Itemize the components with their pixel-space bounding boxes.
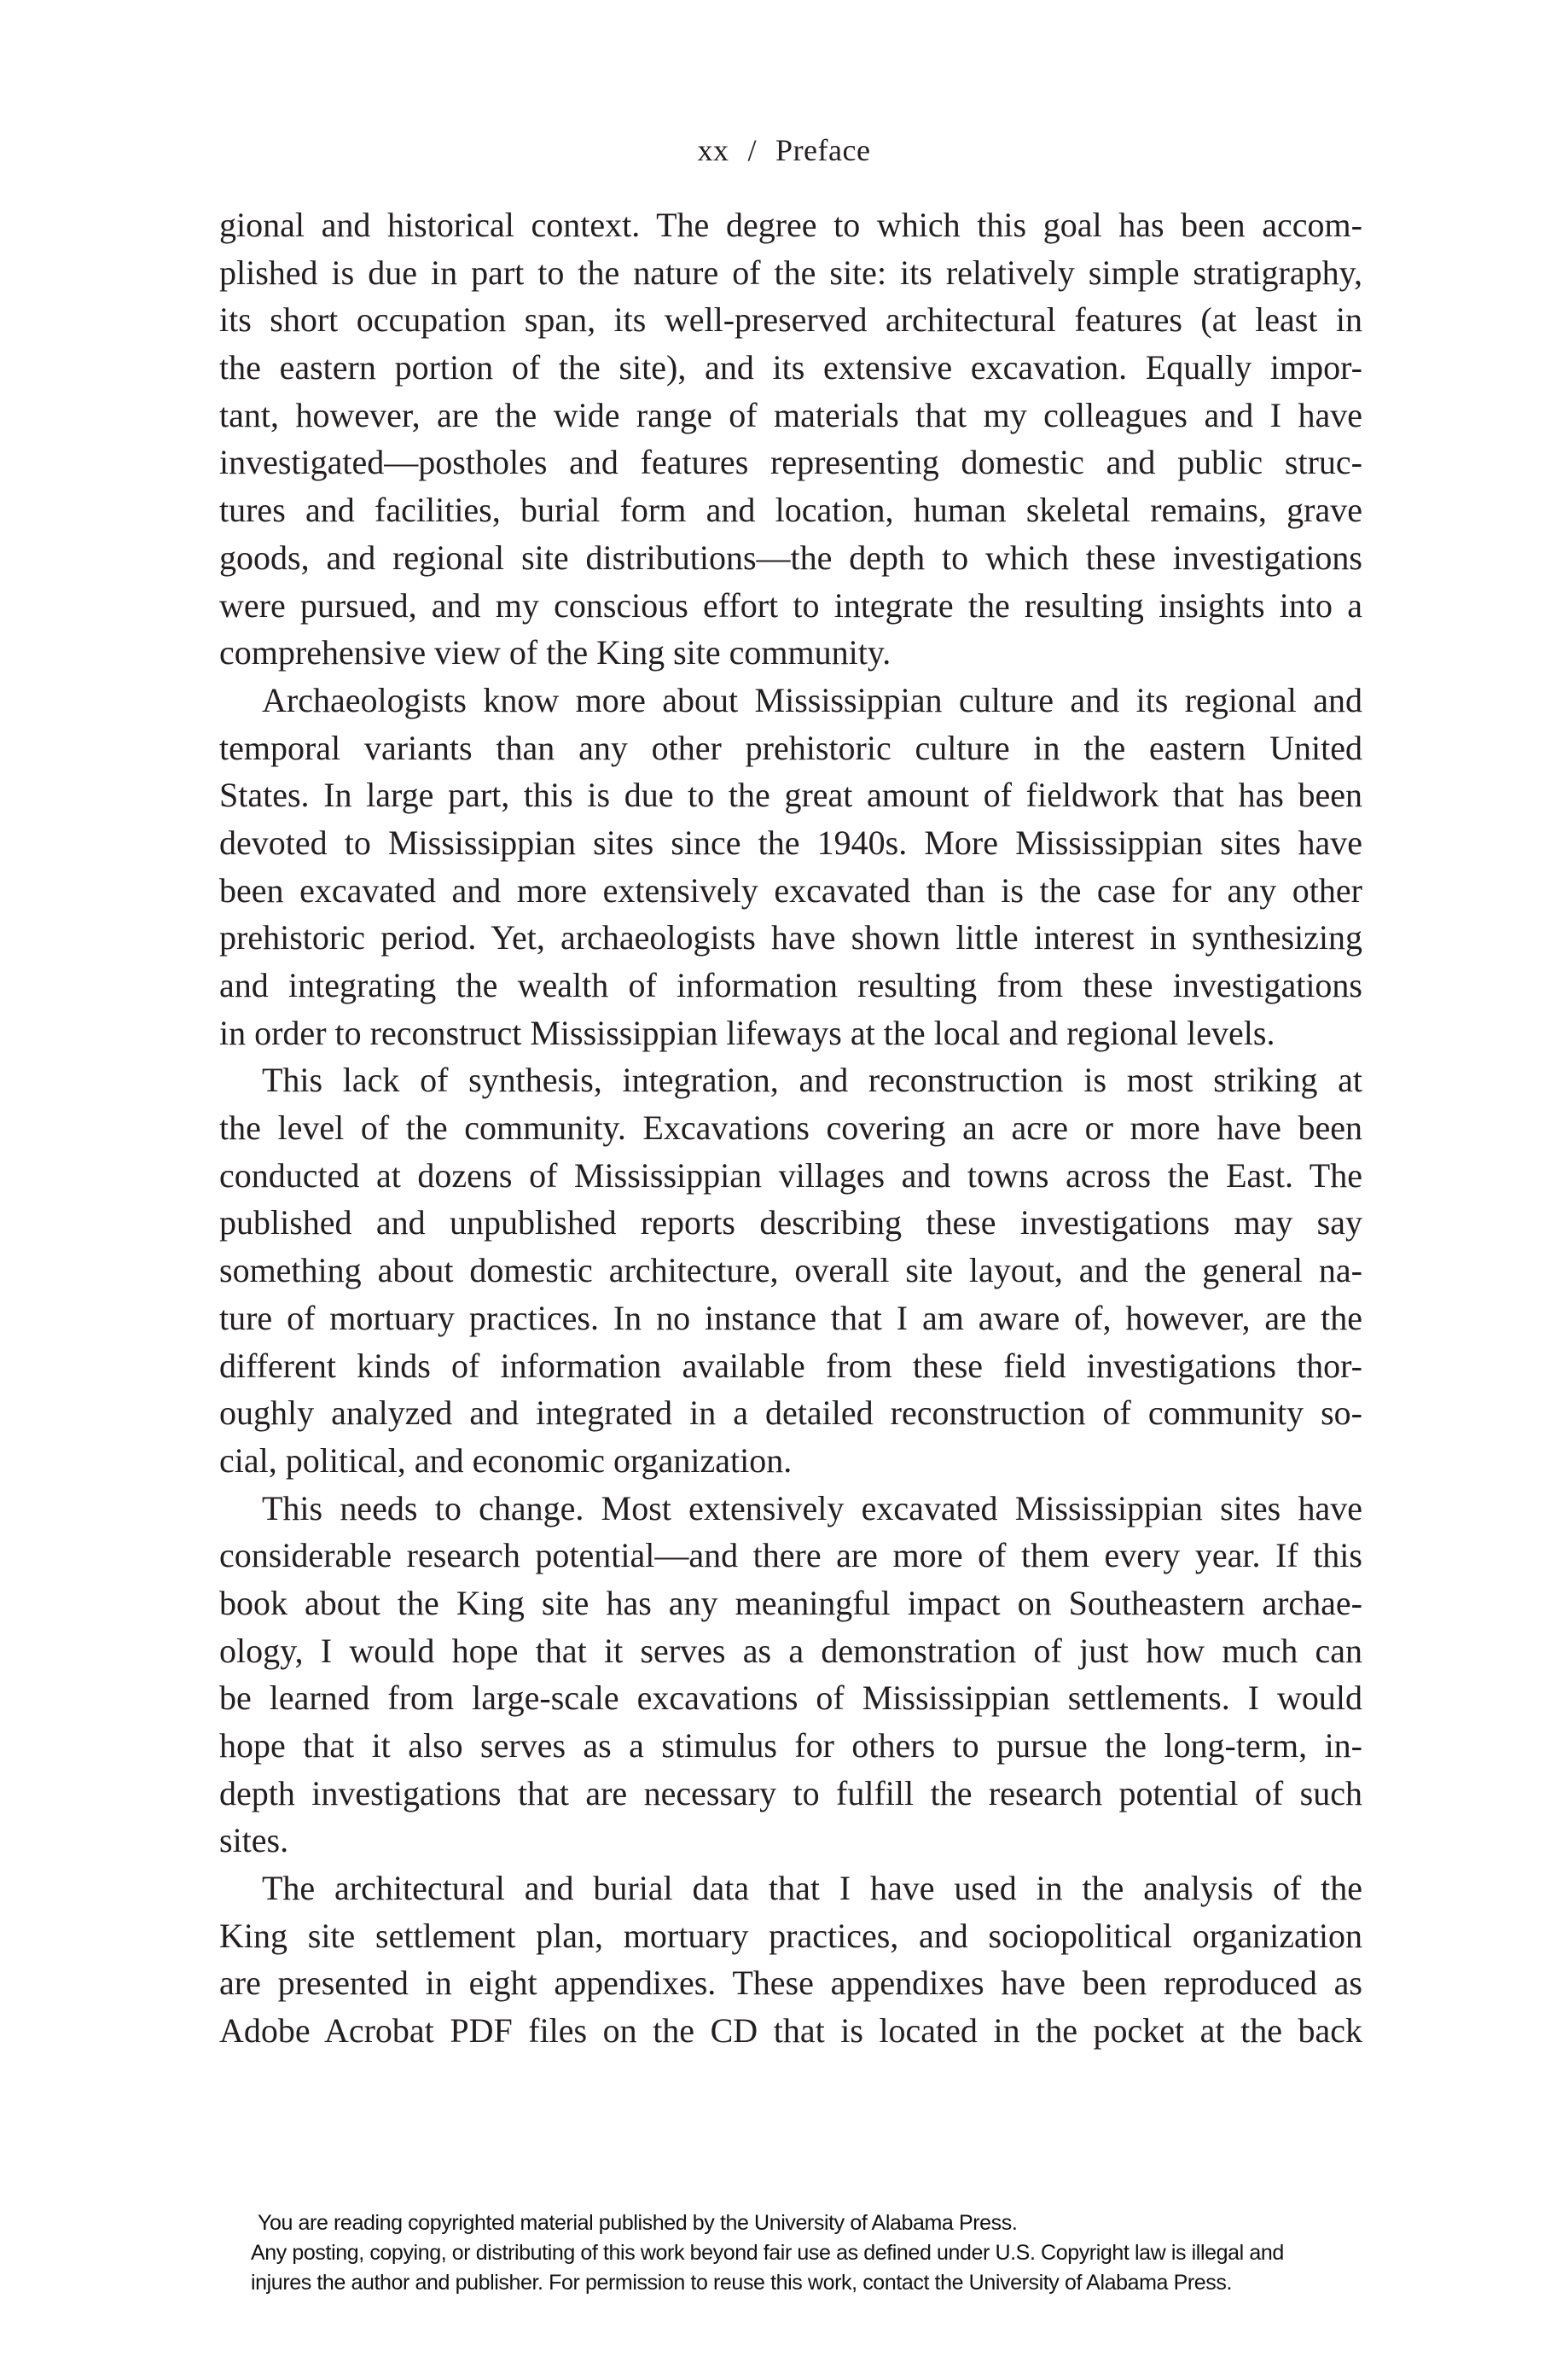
- text-line: goods, and regional site distributions—the depth to which these investigations: [219, 538, 1362, 577]
- text-line: published and unpublished reports describing these investigations may say: [219, 1203, 1362, 1242]
- paragraph: [219, 1485, 1362, 1865]
- text-line: investigated—postholes and features representing domestic and public struc-: [219, 443, 1362, 482]
- paragraph: [219, 1865, 1362, 2055]
- text-line: gional and historical context. The degree to which this goal has been accom-: [219, 206, 1362, 244]
- text-line: book about the King site has any meaningful impact on Southeastern archae-: [219, 1583, 1362, 1622]
- text-line: sites.: [219, 1821, 289, 1860]
- text-line: The architectural and burial data that I have used in the analysis of the: [262, 1869, 1362, 1908]
- text-line: comprehensive view of the King site community.: [219, 633, 891, 672]
- text-line: cial, political, and economic organization.: [219, 1440, 793, 1480]
- copyright-notice-line: Any posting, copying, or distributing of this work beyond fair use as defined under U.S. Copyright law is illegal and: [251, 2241, 1284, 2265]
- text-line: the eastern portion of the site), and its extensive excavation. Equally impor-: [219, 348, 1362, 387]
- running-head: [0, 128, 1568, 172]
- section-title: Preface: [775, 133, 871, 167]
- copyright-notice-line: injures the author and publisher. For permission to reuse this work, contact the University of Alabama Press.: [251, 2271, 1233, 2295]
- text-line: Adobe Acrobat PDF files on the CD that is located in the pocket at the back: [219, 2011, 1362, 2051]
- text-line: tant, however, are the wide range of materials that my colleagues and I have: [219, 395, 1362, 434]
- text-line: tures and facilities, burial form and location, human skeletal remains, grave: [219, 491, 1362, 530]
- text-line: plished is due in part to the nature of the site: its relatively simple stratigraphy,: [219, 253, 1362, 292]
- text-line: are presented in eight appendixes. These appendixes have been reproduced as: [219, 1964, 1362, 2003]
- text-line: devoted to Mississippian sites since the 1940s. More Mississippian sites have: [219, 823, 1362, 862]
- text-line: been excavated and more extensively excavated than is the case for any other: [219, 870, 1362, 910]
- text-line: different kinds of information available from these field investigations thor-: [219, 1346, 1362, 1385]
- text-line: were pursued, and my conscious effort to integrate the resulting insights into a: [219, 585, 1362, 625]
- text-line: This needs to change. Most extensively excavated Mississippian sites have: [262, 1488, 1362, 1527]
- page-number: xx: [697, 133, 729, 167]
- paragraph: [219, 677, 1362, 1057]
- copyright-notice: [251, 2208, 1360, 2298]
- text-line: King site settlement plan, mortuary practices, and sociopolitical organization: [219, 1916, 1362, 1955]
- text-line: in order to reconstruct Mississippian lifeways at the local and regional levels.: [219, 1013, 1275, 1052]
- text-line: the level of the community. Excavations covering an acre or more have been: [219, 1108, 1362, 1148]
- paragraph: [219, 201, 1362, 677]
- header-separator: /: [747, 133, 758, 167]
- text-line: prehistoric period. Yet, archaeologists have shown little interest in synthesizing: [219, 918, 1362, 957]
- text-line: be learned from large-scale excavations of Mississippian settlements. I would: [219, 1679, 1362, 1718]
- text-line: and integrating the wealth of information resulting from these investigations: [219, 966, 1362, 1004]
- text-line: This lack of synthesis, integration, and reconstruction is most striking at: [262, 1061, 1362, 1100]
- text-line: temporal variants than any other prehistoric culture in the eastern United: [219, 728, 1362, 767]
- text-line: hope that it also serves as a stimulus for others to pursue the long-term, in-: [219, 1726, 1362, 1765]
- text-line: oughly analyzed and integrated in a detailed reconstruction of community so-: [219, 1393, 1362, 1433]
- text-line: ology, I would hope that it serves as a demonstration of just how much can: [219, 1631, 1362, 1670]
- copyright-notice-line: You are reading copyrighted material published by the University of Alabama Press.: [258, 2211, 1018, 2235]
- text-line: considerable research potential—and there are more of them every year. If this: [219, 1536, 1362, 1575]
- paragraph: [219, 1056, 1362, 1484]
- text-line: conducted at dozens of Mississippian villages and towns across the East. The: [219, 1155, 1362, 1195]
- text-line: Archaeologists know more about Mississippian culture and its regional and: [262, 680, 1362, 719]
- text-line: ture of mortuary practices. In no instance that I am aware of, however, are the: [219, 1298, 1362, 1337]
- text-line: States. In large part, this is due to the great amount of fieldwork that has been: [219, 776, 1362, 815]
- text-line: depth investigations that are necessary to fulfill the research potential of such: [219, 1773, 1362, 1812]
- body-text: [219, 201, 1362, 2055]
- text-line: its short occupation span, its well-preserved architectural features (at least in: [219, 300, 1362, 340]
- text-line: something about domestic architecture, overall site layout, and the general na-: [219, 1251, 1362, 1290]
